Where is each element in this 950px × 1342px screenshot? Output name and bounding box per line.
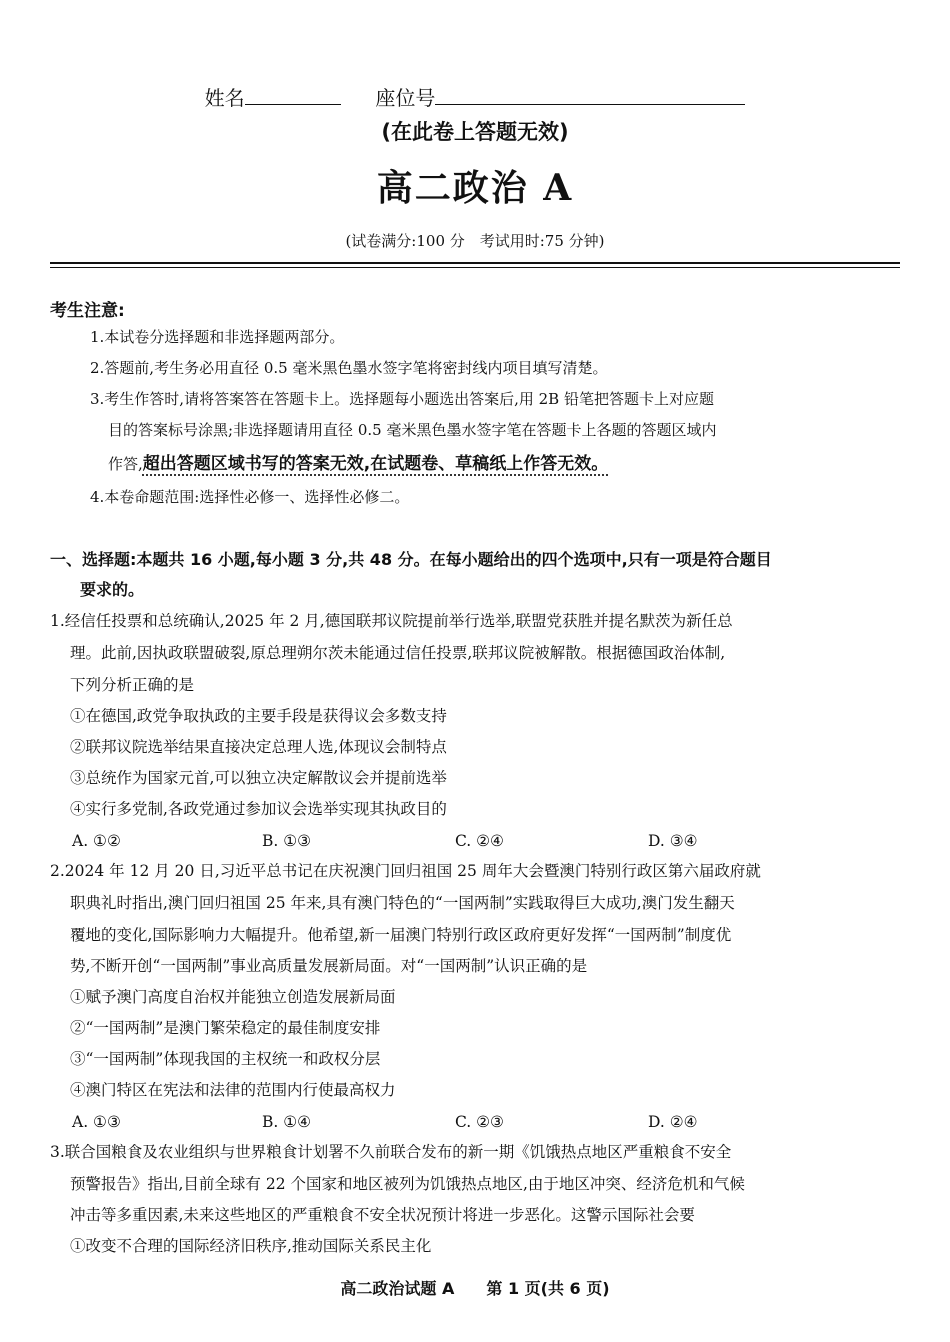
q3-statement-1: ①改变不合理的国际经济旧秩序,推动国际关系民主化 [70, 1237, 432, 1255]
q1-statement-3: ③总统作为国家元首,可以独立决定解散议会并提前选举 [70, 769, 447, 787]
q2-statement-1: ①赋予澳门高度自治权并能独立创造发展新局面 [70, 988, 396, 1006]
q2-option-d[interactable]: D. ②④ [648, 1113, 698, 1131]
seat-label: 座位号 [375, 86, 436, 110]
note-3-line-1: 3.考生作答时,请将答案答在答题卡上。选择题每小题选出答案后,用 2B 铅笔把答题卡上对应题 [90, 390, 714, 408]
name-blank[interactable] [245, 86, 341, 105]
q1-stem-line-2: 理。此前,因执政联盟破裂,原总理朔尔茨未能通过信任投票,联邦议院被解散。根据德国政治体制, [70, 644, 726, 662]
q1-statement-4: ④实行多党制,各政党通过参加议会选举实现其执政目的 [70, 800, 447, 818]
q2-option-c[interactable]: C. ②③ [455, 1113, 504, 1131]
header-rule-thick [50, 262, 900, 264]
note-3-line-3-prefix: 作答, [108, 455, 143, 473]
invalid-answer-notice: (在此卷上答题无效) [381, 120, 569, 144]
exam-info: (试卷满分:100 分 考试用时:75 分钟) [345, 232, 605, 250]
page-footer: 高二政治试题 A 第 1 页(共 6 页) [340, 1279, 610, 1298]
q1-option-c[interactable]: C. ②④ [455, 832, 504, 850]
q2-option-a[interactable]: A. ①③ [72, 1113, 121, 1131]
q2-statement-3: ③“一国两制”体现我国的主权统一和政权分层 [70, 1050, 381, 1068]
q2-stem-line-4: 势,不断开创“一国两制”事业高质量发展新局面。对“一国两制”认识正确的是 [70, 957, 588, 975]
q1-option-a[interactable]: A. ①② [72, 832, 121, 850]
note-3-line-3 [108, 449, 608, 479]
note-3-emphasis: 超出答题区域书写的答案无效,在试题卷、草稿纸上作答无效。 [142, 454, 609, 474]
q1-stem-line-1: 1.经信任投票和总统确认,2025 年 2 月,德国联邦议院提前举行选举,联盟党获胜并提名默茨为新任总 [50, 612, 733, 630]
q2-option-b[interactable]: B. ①④ [262, 1113, 312, 1131]
q1-stem-line-3: 下列分析正确的是 [70, 676, 195, 694]
q3-stem-line-3: 冲击等多重因素,未来这些地区的严重粮食不安全状况预计将进一步恶化。这警示国际社会要 [70, 1206, 695, 1224]
seat-blank[interactable] [435, 86, 745, 105]
header-rule-thin [50, 267, 900, 268]
q1-statement-2: ②联邦议院选举结果直接决定总理人选,体现议会制特点 [70, 738, 447, 756]
name-label: 姓名 [204, 86, 245, 110]
q1-statement-1: ①在德国,政党争取执政的主要手段是获得议会多数支持 [70, 707, 447, 725]
q3-stem-line-2: 预警报告》指出,目前全球有 22 个国家和地区被列为饥饿热点地区,由于地区冲突、经济危机和气候 [70, 1175, 745, 1193]
q2-statement-4: ④澳门特区在宪法和法律的范围内行使最高权力 [70, 1081, 396, 1099]
q2-statement-2: ②“一国两制”是澳门繁荣稳定的最佳制度安排 [70, 1019, 381, 1037]
note-4: 4.本卷命题范围:选择性必修一、选择性必修二。 [90, 488, 410, 506]
section-heading-line-2: 要求的。 [80, 580, 145, 599]
student-info-line [0, 82, 950, 111]
q1-option-d[interactable]: D. ③④ [648, 832, 698, 850]
page-title: 高二政治 A [376, 167, 574, 209]
notes-title: 考生注意: [50, 301, 125, 321]
q3-stem-line-1: 3.联合国粮食及农业组织与世界粮食计划署不久前联合发布的新一期《饥饿热点地区严重粮食不安全 [50, 1143, 732, 1161]
section-heading [50, 545, 910, 605]
q2-stem-line-3: 覆地的变化,国际影响力大幅提升。他希望,新一届澳门特别行政区政府更好发挥“一国两制”制度优 [70, 926, 732, 944]
note-3-line-2: 目的答案标号涂黑;非选择题请用直径 0.5 毫米黑色墨水签字笔在答题卡上各题的答题区域内 [108, 421, 717, 439]
section-heading-line-1: 一、选择题:本题共 16 小题,每小题 3 分,共 48 分。在每小题给出的四个选项中,只有一项是符合题目 [50, 550, 772, 569]
q1-option-b[interactable]: B. ①③ [262, 832, 312, 850]
q2-stem-line-2: 职典礼时指出,澳门回归祖国 25 年来,具有澳门特色的“一国两制”实践取得巨大成功,澳门发生翻天 [70, 894, 735, 912]
note-2: 2.答题前,考生务必用直径 0.5 毫米黑色墨水签字笔将密封线内项目填写清楚。 [90, 359, 608, 377]
q2-stem-line-1: 2.2024 年 12 月 20 日,习近平总书记在庆祝澳门回归祖国 25 周年大会暨澳门特别行政区第六届政府就 [50, 862, 761, 880]
note-1: 1.本试卷分选择题和非选择题两部分。 [90, 328, 345, 346]
